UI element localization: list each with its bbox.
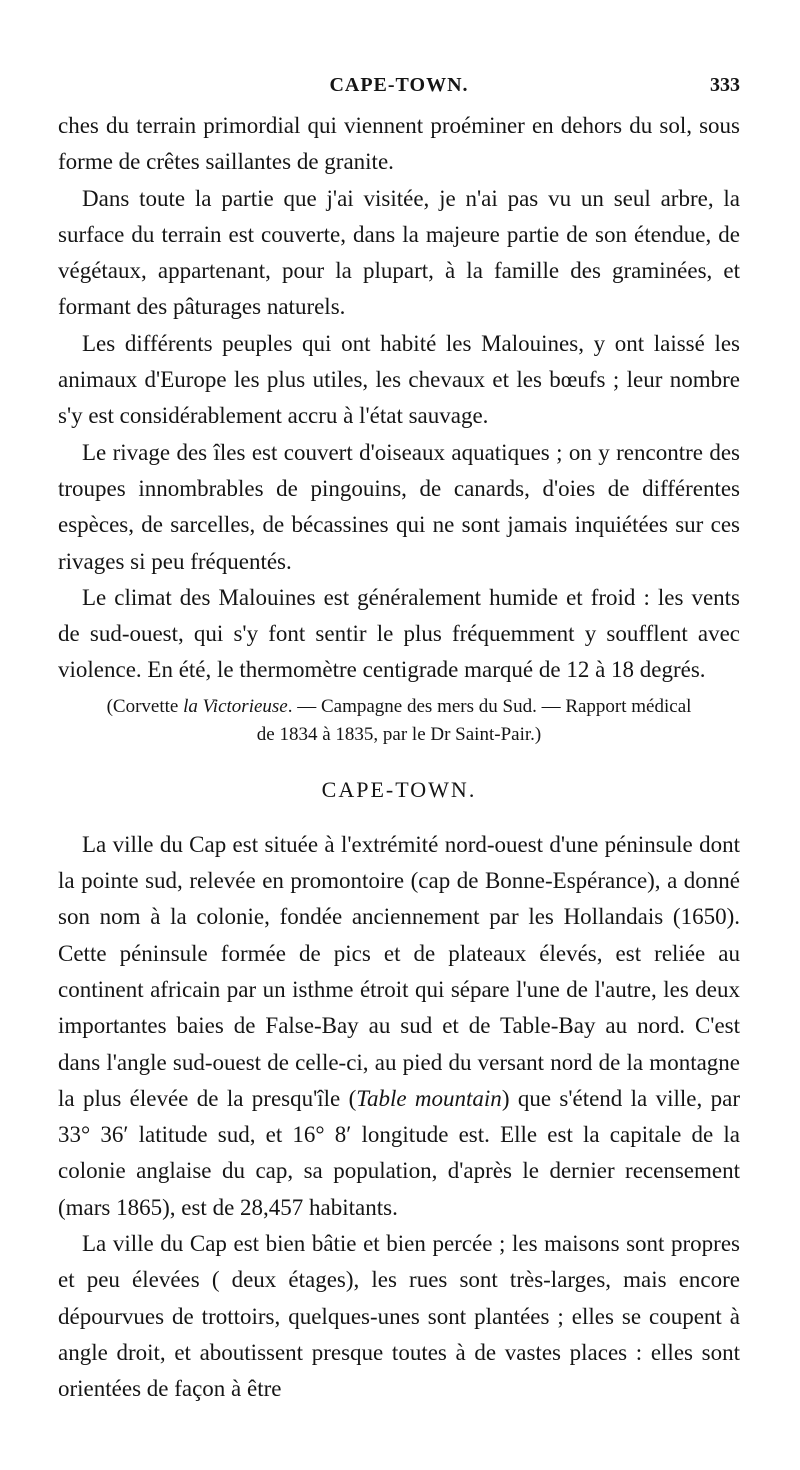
body-text xyxy=(58,108,740,1408)
section-heading: CAPE-TOWN. xyxy=(321,776,477,802)
paragraph-climate: Le climat des Malouines est généralement humide et froid : les vents de sud-ouest, qui s'y font sentir le plus fréquemment y soufflent avec violence. En été, le thermomètre centigrade marqué de 12 à 18 degrés. xyxy=(58,584,740,683)
paragraph-animals: Les différents peuples qui ont habité les Malouines, y ont laissé les animaux d'Europe les plus utiles, les chevaux et les bœufs ; leur nombre s'y est considérablement accru à l'état sauvage. xyxy=(58,330,740,429)
paragraph-birds: Le rivage des îles est couvert d'oiseaux aquatiques ; on y rencontre des troupes innombrables de pingouins, de canards, d'oies de différentes espèces, de sarcelles, de bécassines qui ne sont jamais inquiétées sur ces rivages si peu fréquentés. xyxy=(58,439,740,574)
citation-line-2: de 1834 à 1835, par le Dr Saint-Pair.) xyxy=(256,723,542,745)
running-head-title: CAPE-TOWN. xyxy=(329,74,469,96)
running-head xyxy=(58,74,740,100)
paragraph-cape-location xyxy=(58,827,740,1226)
cape-text-before: La ville du Cap est située à l'extrémité nord-ouest d'une péninsule dont la pointe sud, relevée en promontoire (cap de Bonne-Espérance), a donné son nom à la colonie, fondée anciennement par les Hollandais (1650). Cette péninsule formée de pics et de plateaux élevés, est reliée au continent africain par un isthme étroit qui sépare l'une de l'autre, les deux importantes baies de False-Bay au sud et de Table-Bay au nord. C'est dans l'angle sud-ouest de celle-ci, au pied du versant nord de la montagne la plus élevée de la presqu'île ( xyxy=(58,831,740,1111)
source-citation xyxy=(58,693,740,749)
page-number: 333 xyxy=(710,74,740,96)
citation-ship-name: la Victorieuse xyxy=(183,695,288,717)
citation-rest: . — Campagne des mers du Sud. — Rapport médical xyxy=(287,695,692,717)
paragraph-vegetation: Dans toute la partie que j'ai visitée, je n'ai pas vu un seul arbre, la surface du terrain est couverte, dans la majeure partie de son étendue, de végétaux, appartenant, pour la plupart, à la famille des graminées, et formant des pâturages naturels. xyxy=(58,185,740,320)
cape-text-after: ) que s'étend la ville, par 33° 36′ latitude sud, et 16° 8′ longitude est. Elle est la capitale de la colonie anglaise du cap, sa population, d'après le dernier recensement (mars 1865), est de 28,457 habitants. xyxy=(58,1085,740,1220)
cape-text-italic: Table mountain xyxy=(356,1085,502,1111)
paragraph-continued: ches du terrain primordial qui viennent proéminer en dehors du sol, sous forme de crêtes saillantes de granite. xyxy=(58,113,740,175)
citation-open: (Corvette xyxy=(106,695,184,717)
paragraph-cape-streets: La ville du Cap est bien bâtie et bien percée ; les maisons sont propres et peu élevées ( deux étages), les rues sont très-larges, mais encore dépourvues de trottoirs, quelques-unes sont plantées ; elles se coupent à angle droit, et aboutissent presque toutes à de vastes places : elles sont orientées de façon à être xyxy=(58,1231,740,1402)
